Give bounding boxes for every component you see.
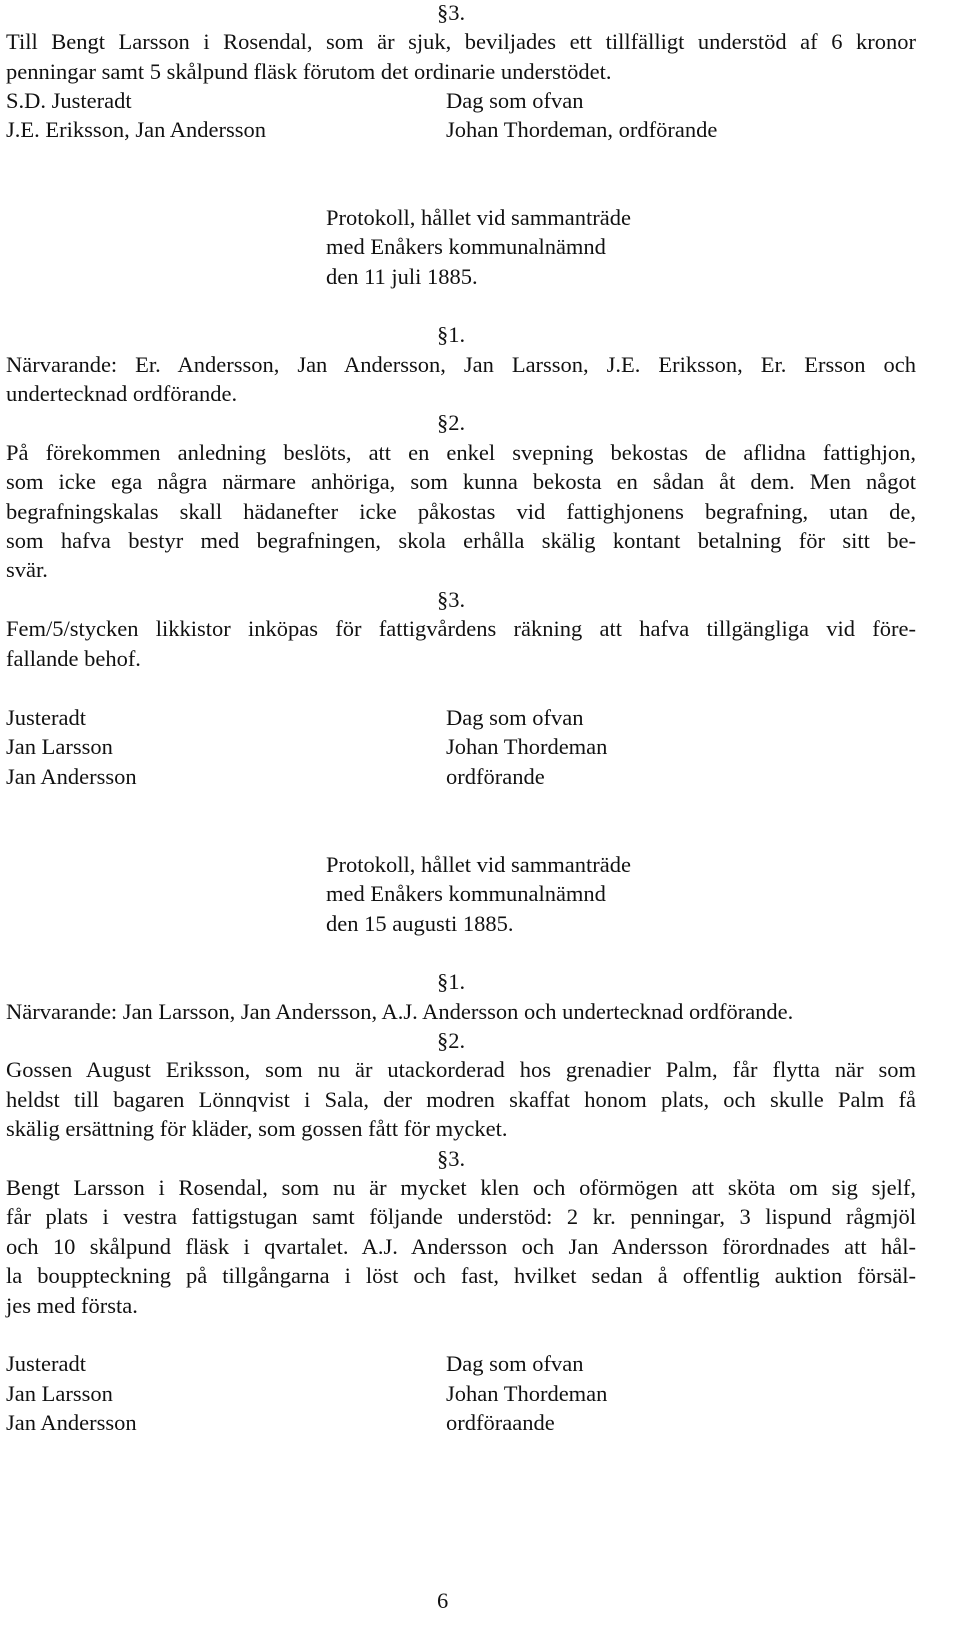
paragraph-line: Till Bengt Larsson i Rosendal, som är sjuk, beviljades ett tillfälligt understöd af 6 kronor <box>6 29 916 54</box>
paragraph-line: Bengt Larsson i Rosendal, som nu är mycket klen och oförmögen att sköta om sig sjelf, <box>6 1175 916 1200</box>
paragraph-line: och 10 skålpund fläsk i qvartalet. A.J. Andersson och Jan Andersson förordnades att hål- <box>6 1234 916 1259</box>
paragraph-line: penningar samt 5 skålpund fläsk förutom det ordinarie understödet. <box>6 59 612 84</box>
paragraph-line: Närvarande: Er. Andersson, Jan Andersson, Jan Larsson, J.E. Eriksson, Er. Ersson och <box>6 352 916 377</box>
protocol-date: den 15 augusti 1885. <box>326 911 514 936</box>
protocol-heading: med Enåkers kommunalnämnd <box>326 234 606 259</box>
signature-right: Johan Thordeman <box>446 1381 608 1406</box>
section-3-heading: §3. <box>437 1146 466 1171</box>
protocol-heading: med Enåkers kommunalnämnd <box>326 881 606 906</box>
page-number: 6 <box>437 1588 449 1613</box>
signature-left: Jan Andersson <box>6 764 137 789</box>
paragraph-line: skälig ersättning för kläder, som gossen fått för mycket. <box>6 1116 508 1141</box>
paragraph-line: heldst till bagaren Lönnqvist i Sala, der modren skaffat honom plats, och skulle Palm få <box>6 1087 916 1112</box>
paragraph-line: la bouppteckning på tillgångarna i löst och fast, hvilket sedan å offentlig auktion försäl- <box>6 1263 916 1288</box>
signature-right: Dag som ofvan <box>446 88 584 113</box>
signature-left: Jan Andersson <box>6 1410 137 1435</box>
paragraph-line: fallande behof. <box>6 646 141 671</box>
section-1-heading: §1. <box>437 969 466 994</box>
paragraph-line: jes med första. <box>6 1293 138 1318</box>
paragraph-line: undertecknad ordförande. <box>6 381 238 406</box>
signature-left: J.E. Eriksson, Jan Andersson <box>6 117 266 142</box>
section-3-heading: §3. <box>437 587 466 612</box>
signature-right: ordförande <box>446 764 545 789</box>
signature-left: Justeradt <box>6 1351 86 1376</box>
section-2-heading: §2. <box>437 410 466 435</box>
paragraph-line: begrafningskalas skall hädanefter icke påkostas vid fattighjonens begrafning, utan de, <box>6 499 916 524</box>
protocol-heading: Protokoll, hållet vid sammanträde <box>326 205 631 230</box>
paragraph-line: Närvarande: Jan Larsson, Jan Andersson, A.J. Andersson och undertecknad ordförande. <box>6 999 794 1024</box>
paragraph-line: svär. <box>6 557 48 582</box>
section-1-heading: §1. <box>437 322 466 347</box>
protocol-date: den 11 juli 1885. <box>326 264 478 289</box>
signature-left: Jan Larsson <box>6 734 113 759</box>
signature-right: Johan Thordeman <box>446 734 608 759</box>
signature-left: S.D. Justeradt <box>6 88 132 113</box>
protocol-heading: Protokoll, hållet vid sammanträde <box>326 852 631 877</box>
signature-left: Jan Larsson <box>6 1381 113 1406</box>
section-3-heading: §3. <box>437 0 466 25</box>
paragraph-line: får plats i vestra fattigstugan samt följande understöd: 2 kr. penningar, 3 lispund rågmjöl <box>6 1204 916 1229</box>
signature-right: Johan Thordeman, ordförande <box>446 117 718 142</box>
paragraph-line: På förekommen anledning beslöts, att en enkel svepning bekostas de aflidna fattighjon, <box>6 440 916 465</box>
signature-right: Dag som ofvan <box>446 705 584 730</box>
paragraph-line: som icke ega några närmare anhöriga, som kunna bekosta en sådan åt dem. Men något <box>6 469 916 494</box>
signature-right: ordföraande <box>446 1410 555 1435</box>
paragraph-line: Gossen August Eriksson, som nu är utackorderad hos grenadier Palm, får flytta när som <box>6 1057 916 1082</box>
paragraph-line: som hafva bestyr med begrafningen, skola erhålla skälig kontant betalning för sitt be- <box>6 528 916 553</box>
signature-right: Dag som ofvan <box>446 1351 584 1376</box>
paragraph-line: Fem/5/stycken likkistor inköpas för fattigvårdens räkning att hafva tillgängliga vid före- <box>6 616 916 641</box>
section-2-heading: §2. <box>437 1028 466 1053</box>
signature-left: Justeradt <box>6 705 86 730</box>
